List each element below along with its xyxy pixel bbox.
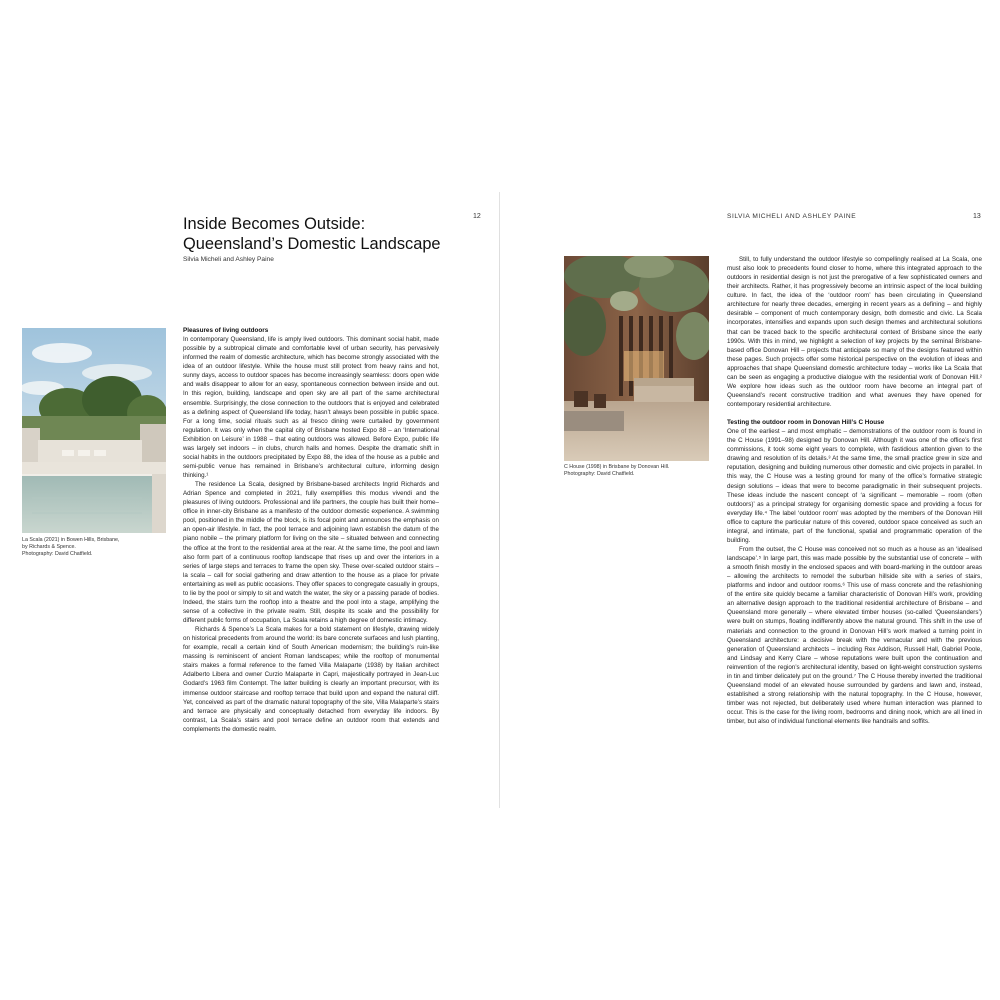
la-scala-photo-caption [22,537,172,558]
body-paragraph: Richards & Spence’s La Scala makes for a bold statement on lifestyle, drawing widely on historical precedents from around the world: its bare concrete surfaces and lush planting, for example, recall a certain kind of South American modernism; the building’s ruin-like massing is reminiscent of ancient Roman landscapes; while the rooftop of monumental stairs makes a formal reference to the famed Villa Malaparte (1938) by Italian architect Adalberto Libera and owner Curzio Malaparte in Capri, majestically portrayed in Jean-Luc Godard’s 1963 film Contempt. The latter building is clearly an important precursor, with its immense outdoor staircase and rooftop terrace that build upon and expand the natural cliff. Yet, conceived as part of the dramatic natural topography of the site, Villa Malaparte’s stairs and terrace are physically and conceptually detached from everyday life indoors. By contrast, La Scala’s stairs and pool terrace define an outdoor room that extends and complements the domestic realm. [183,626,439,733]
caption-line: by Richards & Spence. [22,544,76,550]
c-house-photo-image [564,256,709,461]
chapter-title-line-2: Queensland’s Domestic Landscape [183,235,441,253]
body-paragraph: Still, to fully understand the outdoor lifestyle so compellingly realised at La Scala, one must also look to precedents found closer to home, where this integrated approach to the outdoors in residential design is not just the prerogative of a few sophisticated owners and their architects. Rather, it has progressively become an intrinsic aspect of the local building culture. In fact, the idea of the ‘outdoor room’ has been circulating in Queensland architecture for nearly three decades, emerging in recent years as a defining – and highly desirable – component of much contemporary design, both domestic and civic. La Scala incorporates, intensifies and expands upon such design themes and architectural solutions that can be traced back to the specific architectural context of Brisbane since the early 1990s. With this in mind, we highlight a selection of key projects by the seminal Brisbane-based office Donovan Hill – projects that anticipate so many of the designs featured within these pages. Such projects offer some historical perspective on the evolution of ideas and approaches that shape Queensland domestic architecture today – works like La Scala that can be seen as engaging a productive dialogue with the residential work of Donovan Hill.² We explore how ideas such as the outdoor room have become an integral part of Queensland’s recent constructive tradition and what avenues they have opened for contemporary residential architecture. [727,256,982,408]
left-body-text [183,326,439,734]
chapter-authors: Silvia Micheli and Ashley Paine [183,256,274,263]
body-paragraph: One of the earliest – and most emphatic – demonstrations of the outdoor room is found in the C House (1991–98) designed by Donovan Hill. Although it was one of the office’s first commissions, it took some eight years to complete, with fastidious attention given to the drawing and resolution of its details.³ At the same time, the small practice grew in size and reputation, designing and building numerous other domestic and civic projects in parallel. In this way, the C House was a testing ground for many of the office’s formative strategic design solutions – ideas that were to become paradigmatic in their subsequent projects. These ideas include the nascent concept of ‘a significant – memorable – room (often outdoors)’ as a principal strategy for organising domestic space and providing a focus for everyday life.⁴ The label ‘outdoor room’ was adopted by the members of the Donovan Hill office to capture the particular nature of this covered, outdoor space conceived as such an integral, and intimate, part of the functional, spatial and programmatic operation of the building. [727,428,982,544]
page-number-left: 12 [473,213,481,220]
right-body-text [727,255,982,726]
section-heading: Pleasures of living outdoors [183,327,269,334]
chapter-title [183,214,483,254]
caption-line: Photography: David Chatfield. [22,551,93,557]
body-paragraph: In contemporary Queensland, life is amply lived outdoors. This dominant social habit, made possible by a subtropical climate and comfortable level of urban security, has pervasively informed the realm of domestic architecture, which has become strongly associated with the idea of an outdoor lifestyle. While the house must still protect from heavy rains and hot, sunny days, access to outdoor spaces has become increasingly seamless: doors open wide and walls disappear to allow for an easy, spontaneous connection between inside and out. In this region, building, landscape and open sky are all part of the same architectural ensemble. Surprisingly, the close connection to the outdoors that is enjoyed and celebrated as a defining aspect of Queensland life today, hasn’t always been possible in public space. For a long time, social rituals such as al fresco dining were curtailed by government regulation. It was only when the capital city of Brisbane hosted Expo 88 – an ‘International Exhibition on Leisure’ in 1988 – that eating outdoors was allowed. Before Expo, public life was largely set indoors – in clubs, church halls and homes. Despite the dramatic shift in social habits in the outdoors precipitated by Expo 88, the idea of the house as a public and semi-public venue has remained in Brisbane’s architectural culture, informing design thinking.¹ [183,336,439,479]
caption-line: C House (1998) in Brisbane by Donovan Hill. [564,464,670,470]
c-house-photo [564,256,709,461]
running-head: SILVIA MICHELI AND ASHLEY PAINE [727,213,857,220]
caption-line: Photography: David Chatfield. [564,471,635,477]
body-paragraph: From the outset, the C House was conceived not so much as a house as an ‘idealised landscape’.⁵ In large part, this was made possible by the substantial use of concrete – with a smooth finish mostly in the enclosed spaces and with board-marking in the outdoor areas – allowing the architects to remodel the suburban hillside site with a series of stairs, platforms and indoor and outdoor rooms.⁶ This use of mass concrete and the refashioning of the entire site quickly became a familiar characteristic of Donovan Hill’s work, providing an alternative design approach to the traditional residential architecture of Brisbane – and Queensland more generally – where elevated timber houses (so-called ‘Queenslanders’) were built on stumps, floating indifferently above the natural ground. This shift in the use of materials and connection to the ground in Donovan Hill’s work marked a turning point in Queensland architecture: a decisive break with the vernacular and with the previous generation of Queensland architects – including Rex Addison, Russell Hall, Gabriel Poole, and Lindsay and Kerry Clare – whose reputations were built upon the continuation and reinvention of the region’s architectural identity, based on light-weight construction systems in tin and timber delicately put on the ground.⁷ The C House thereby inverted the traditional Queensland model of an elevated house surrounded by gardens and lawn and, instead, established a strong relationship with the natural topography. In the C House, however, timber was not rejected, but deliberately used where human interaction was planned to occur. This is the case for the living room, bedrooms and dining nook, which are all lined in timber, but also of individual functional elements like handrails and soffits. [727,545,982,726]
chapter-title-line-1: Inside Becomes Outside: [183,215,366,233]
body-paragraph: The residence La Scala, designed by Brisbane-based architects Ingrid Richards and Adrian Spence and completed in 2021, fully exemplifies this modus vivendi and the pleasures of living outdoors. Professional and life partners, the couple has built their home–office in inner-city Brisbane as a manifesto of the outdoor domestic experience. A swimming pool, positioned in the middle of the block, is its focal point and announces the emphasis on an open-air lifestyle. In fact, the pool terrace and adjoining lawn establish the datum of the piano nobile – the primary platform for living on the site – situated between and connecting the office at the front to the residential area at the rear. At the same time, the pool and lawn also form part of a continuous rooftop landscape that rises up and over the interiors in a series of large steps and terraces to frame the open sky. These over-scaled outdoor stairs – la scala – call for social gathering and draw attention to the house as a place for private entertaining as well as public occasions. They offer spaces to congregate casually in groups, to lie by the pool or simply to sit and watch the water, the sky or a passing parade of bodies. Indeed, the stairs turn the rooftop into a theatre and the pool into a stage, amplifying the sense of a collective in the private realm. Still, despite its scale and the possibility for different public forms of occupation, La Scala retains a high degree of domestic intimacy. [183,481,439,624]
caption-line: La Scala (2021) in Bowen Hills, Brisbane, [22,537,120,543]
page-number-right: 13 [973,213,981,220]
la-scala-photo-image [22,328,166,533]
book-gutter [499,192,500,808]
section-heading: Testing the outdoor room in Donovan Hill’s C House [727,419,885,427]
la-scala-photo [22,328,166,533]
c-house-photo-caption [564,464,714,478]
